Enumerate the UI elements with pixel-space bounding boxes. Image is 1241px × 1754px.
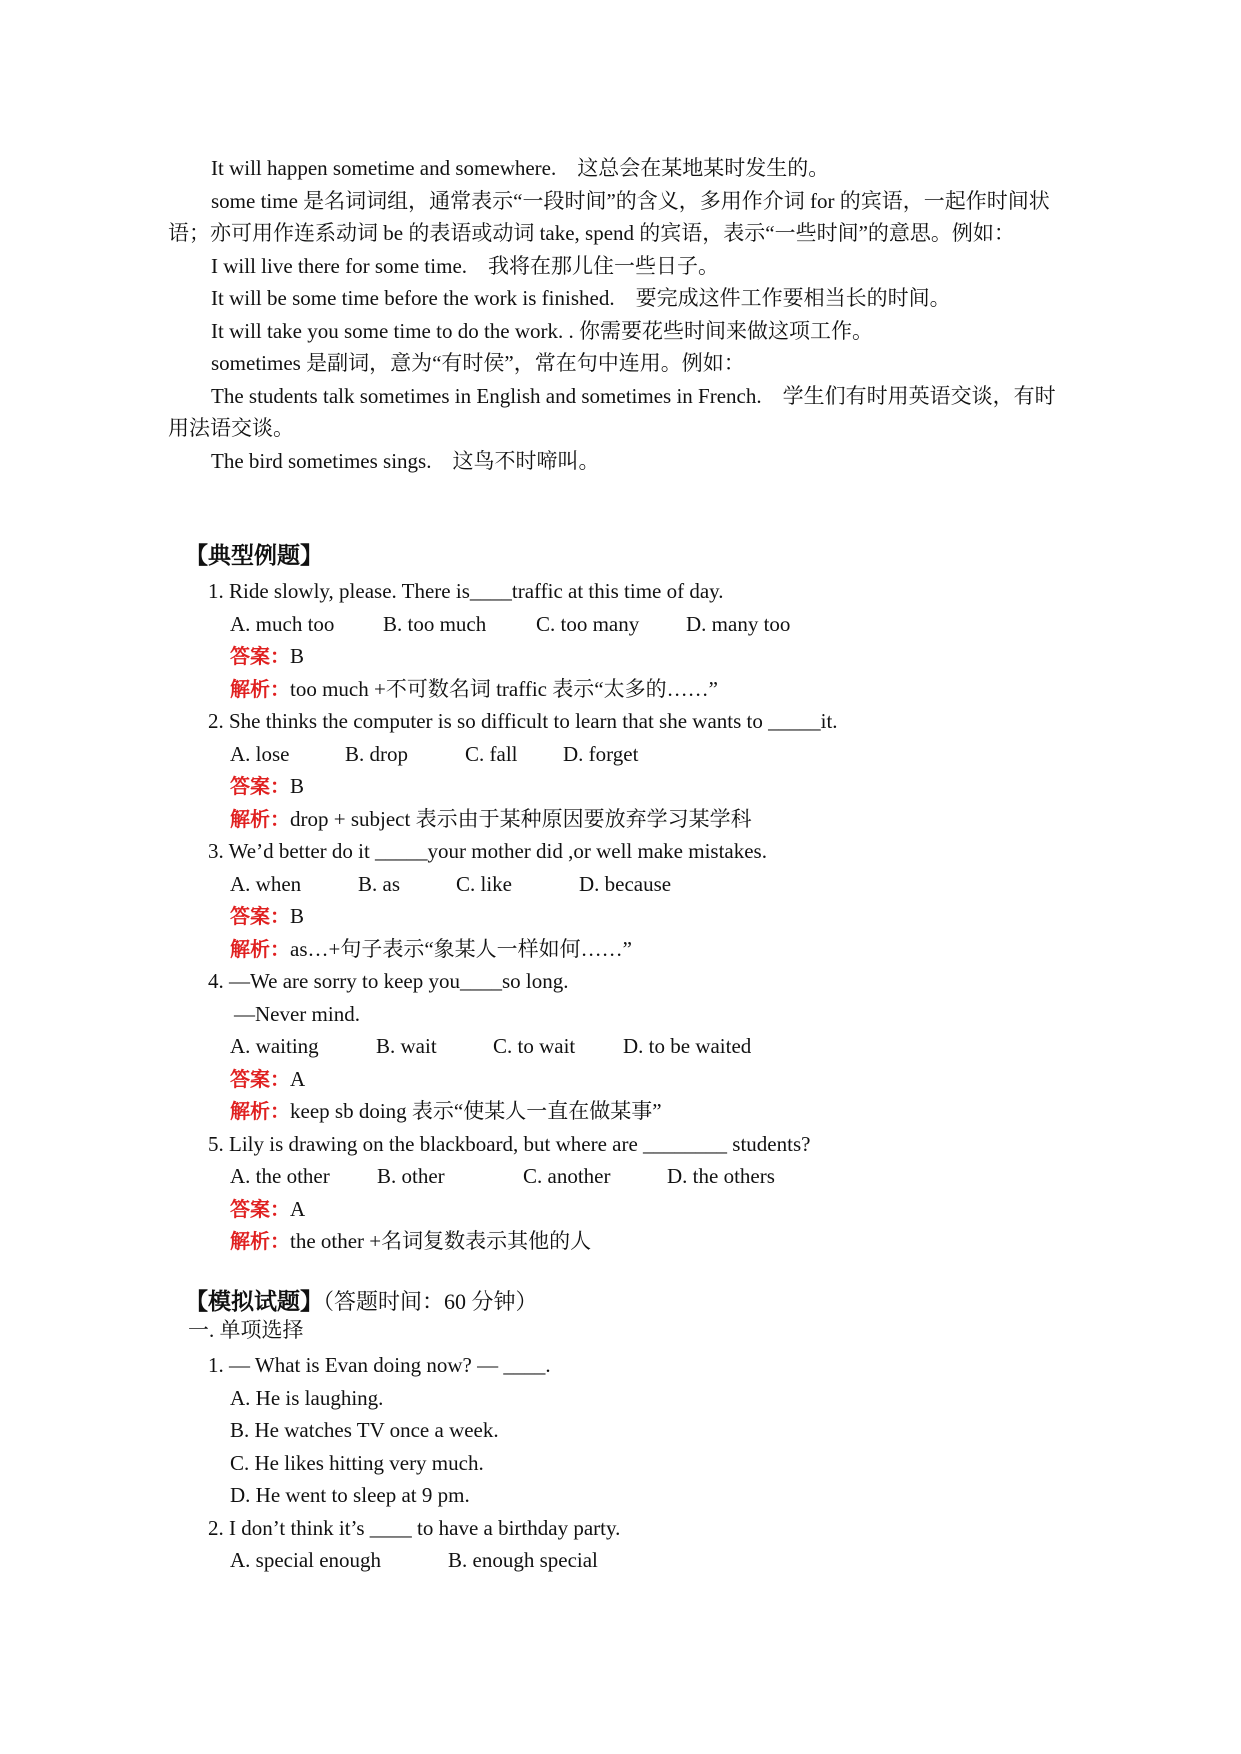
mock-time-note: （答题时间：60 分钟） (323, 1289, 538, 1314)
option: A. much too (230, 611, 335, 636)
examples-heading-text: 【典型例题】 (185, 543, 323, 569)
option: C. fall (465, 741, 518, 766)
option: D. to be waited (623, 1034, 752, 1058)
option: A. waiting (230, 1034, 319, 1058)
option: C. to wait (493, 1034, 576, 1058)
analysis-row (230, 803, 1068, 836)
question-reply: —Never mind. (234, 1001, 360, 1026)
answer-row (230, 770, 1068, 803)
question-stem: 2. I don’t think it’s ____ to have a birthday party. (208, 1515, 621, 1540)
options-row (230, 738, 1068, 771)
answer-value: B (290, 774, 305, 798)
question-stem: 3. We’d better do it _____your mother did ,or well make mistakes. (208, 839, 767, 863)
analysis-label: 解析： (230, 806, 290, 831)
intro-paragraph: It will take you some time to do the work. . 你需要花些时间来做这项工作。 (211, 318, 874, 343)
options-row (230, 1160, 1068, 1193)
analysis-row (230, 673, 1068, 706)
option: B. wait (376, 1034, 437, 1058)
intro-paragraph: The students talk sometimes in English and sometimes in French. 学生们有时用英语交谈，有时用法语交谈。 (168, 383, 1056, 440)
answer-label: 答案： (230, 904, 290, 928)
answer-value: A (290, 1066, 306, 1091)
answer-row (230, 900, 1068, 933)
mock-question (208, 1349, 1068, 1512)
analysis-label: 解析： (230, 1229, 290, 1253)
options-row (230, 1544, 1068, 1577)
answer-value: B (290, 904, 305, 928)
example-question (208, 575, 1068, 705)
option: B. too much (383, 611, 487, 636)
intro-paragraph: The bird sometimes sings. 这鸟不时啼叫。 (211, 448, 600, 473)
answer-label: 答案： (230, 1066, 290, 1091)
option: A. when (230, 871, 302, 896)
mock-section-title: 一. 单项选择 (188, 1318, 304, 1342)
option: C. He likes hitting very much. (230, 1450, 484, 1475)
option: A. lose (230, 741, 290, 766)
analysis-row (230, 1095, 1068, 1128)
option: B. enough special (448, 1548, 598, 1572)
analysis-row (230, 1225, 1068, 1258)
answer-value: B (290, 644, 305, 668)
answer-label: 答案： (230, 644, 290, 668)
intro-paragraph: It will be some time before the work is finished. 要完成这件工作要相当长的时间。 (211, 286, 951, 310)
option: D. He went to sleep at 9 pm. (230, 1483, 470, 1507)
option: D. the others (667, 1164, 775, 1188)
answer-label: 答案： (230, 1196, 290, 1221)
options-row (230, 608, 1068, 641)
answer-row (230, 1063, 1068, 1096)
intro-paragraph: some time 是名词词组，通常表示“一段时间”的含义，多用作介词 for 的宾语，一起作时间状语；亦可用作连系动词 be 的表语或动词 take, spend 的宾语，表示“一些时间”的意思。例如： (168, 188, 1050, 245)
option: A. He is laughing. (230, 1385, 384, 1410)
analysis-label: 解析： (230, 676, 290, 701)
option: B. as (358, 871, 400, 896)
option: D. many too (686, 611, 791, 636)
option: C. another (523, 1164, 611, 1188)
option: A. the other (230, 1164, 330, 1188)
option: B. other (377, 1164, 445, 1188)
option: B. He watches TV once a week. (230, 1418, 499, 1442)
mock-heading (185, 1283, 538, 1316)
question-stem: 5. Lily is drawing on the blackboard, but where are ________ students? (208, 1131, 811, 1156)
answer-row (230, 1193, 1068, 1226)
options-row (230, 868, 1068, 901)
answer-row (230, 640, 1068, 673)
intro-paragraph: sometimes 是副词，意为“有时侯”，常在句中连用。例如： (211, 351, 745, 375)
analysis-text: too much +不可数名词 traffic 表示“太多的……” (290, 676, 718, 701)
question-stem: 4. —We are sorry to keep you____so long. (208, 969, 569, 993)
analysis-label: 解析： (230, 936, 290, 961)
answer-label: 答案： (230, 774, 290, 798)
question-stem: 2. She thinks the computer is so difficult to learn that she wants to _____it. (208, 709, 838, 733)
example-question (208, 835, 1068, 965)
option: C. too many (536, 611, 640, 636)
analysis-text: drop + subject 表示由于某种原因要放弃学习某学科 (290, 806, 752, 831)
example-question (208, 1128, 1068, 1258)
examples-heading (185, 537, 323, 570)
option: D. because (579, 871, 672, 896)
analysis-text: as…+句子表示“象某人一样如何……” (290, 936, 632, 961)
answer-value: A (290, 1196, 306, 1221)
analysis-text: keep sb doing 表示“使某人一直在做某事” (290, 1099, 662, 1123)
option: A. special enough (230, 1548, 382, 1572)
analysis-text: the other +名词复数表示其他的人 (290, 1229, 592, 1253)
examples-list (208, 575, 1068, 1258)
question-stem: 1. Ride slowly, please. There is____traffic at this time of day. (208, 579, 724, 603)
mock-heading-text: 【模拟试题】 (185, 1289, 323, 1315)
analysis-label: 解析： (230, 1099, 290, 1123)
example-question (208, 965, 1068, 1128)
mock-question (208, 1512, 1068, 1577)
options-row (230, 1030, 1068, 1063)
analysis-row (230, 933, 1068, 966)
intro-paragraph: It will happen sometime and somewhere. 这总会在某地某时发生的。 (211, 156, 830, 180)
example-question (208, 705, 1068, 835)
option: D. forget (563, 741, 639, 766)
mock-question-list (208, 1349, 1068, 1577)
intro-paragraph: I will live there for some time. 我将在那儿住一些日子。 (211, 253, 720, 278)
question-stem: 1. — What is Evan doing now? — ____. (208, 1353, 551, 1377)
option: C. like (456, 871, 512, 896)
intro-text-block (168, 152, 1068, 477)
option: B. drop (345, 741, 408, 766)
